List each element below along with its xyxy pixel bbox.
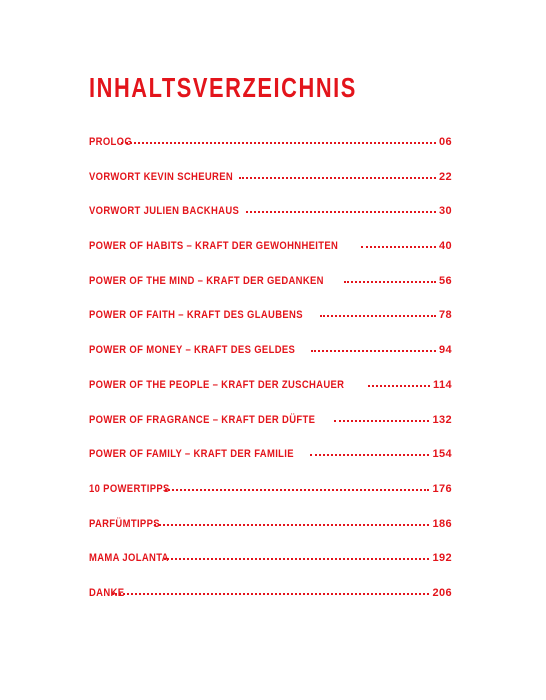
dot-leader xyxy=(361,245,436,248)
toc-entry xyxy=(89,275,452,310)
dot-leader xyxy=(310,453,430,456)
toc-entry-title: VORWORT JULIEN BACKHAUS xyxy=(89,205,240,218)
toc-entry-title: POWER OF THE PEOPLE – KRAFT DER ZUSCHAUER xyxy=(89,378,345,391)
dot-leader xyxy=(246,210,436,213)
toc-entry-title: PARFÜMTIPPS xyxy=(89,517,160,530)
toc-entry xyxy=(89,587,452,622)
toc-entry-page: 40 xyxy=(438,240,452,253)
toc-entry xyxy=(89,379,452,414)
toc-entry xyxy=(89,309,452,344)
toc-entry-title: 10 POWERTIPPS xyxy=(89,482,170,495)
toc-entry xyxy=(89,518,452,553)
toc-entry-title: POWER OF FRAGRANCE – KRAFT DER DÜFTE xyxy=(89,413,316,426)
toc-entry-title: POWER OF MONEY – KRAFT DES GELDES xyxy=(89,344,296,357)
dot-leader xyxy=(334,419,429,422)
toc-entry-page: 30 xyxy=(438,205,452,218)
toc-entry xyxy=(89,205,452,240)
toc-entry-page: 78 xyxy=(438,309,452,322)
toc-entry-page: 06 xyxy=(438,136,452,148)
dot-leader xyxy=(112,592,429,595)
page-title: INHALTSVERZEICHNIS xyxy=(89,72,357,103)
toc-entry-page: 154 xyxy=(432,448,452,461)
toc-entry-page: 56 xyxy=(438,274,452,287)
toc-entry-page: 94 xyxy=(438,344,452,357)
dot-leader xyxy=(239,176,436,179)
toc-entry-page: 206 xyxy=(432,586,452,599)
toc-entry-title: DANKE xyxy=(89,586,125,599)
toc-entry-title: PROLOG xyxy=(89,136,133,148)
table-of-contents xyxy=(89,136,452,622)
toc-entry xyxy=(89,448,452,483)
dot-leader xyxy=(320,314,436,317)
toc-entry-title: VORWORT KEVIN SCHEUREN xyxy=(89,170,234,183)
dot-leader xyxy=(164,557,429,560)
dot-leader xyxy=(344,280,436,283)
toc-entry xyxy=(89,344,452,379)
toc-entry-page: 192 xyxy=(432,552,452,565)
toc-entry-title: MAMA JOLANTA xyxy=(89,552,169,565)
toc-entry xyxy=(89,552,452,587)
toc-entry xyxy=(89,240,452,275)
toc-entry xyxy=(89,136,452,171)
toc-entry xyxy=(89,414,452,449)
toc-entry-page: 22 xyxy=(438,170,452,183)
toc-entry-page: 176 xyxy=(432,482,452,495)
dot-leader xyxy=(311,349,436,352)
toc-entry-page: 186 xyxy=(432,517,452,530)
toc-entry xyxy=(89,483,452,518)
toc-entry xyxy=(89,171,452,206)
dot-leader xyxy=(121,141,436,144)
dot-leader xyxy=(165,488,429,491)
toc-entry-title: POWER OF FAITH – KRAFT DES GLAUBENS xyxy=(89,309,303,322)
toc-entry-title: POWER OF THE MIND – KRAFT DER GEDANKEN xyxy=(89,274,324,287)
toc-entry-title: POWER OF FAMILY – KRAFT DER FAMILIE xyxy=(89,448,294,461)
toc-entry-page: 114 xyxy=(433,378,452,391)
dot-leader xyxy=(368,384,430,387)
dot-leader xyxy=(154,523,430,526)
toc-entry-page: 132 xyxy=(432,413,452,426)
toc-entry-title: POWER OF HABITS – KRAFT DER GEWOHNHEITEN xyxy=(89,240,339,253)
